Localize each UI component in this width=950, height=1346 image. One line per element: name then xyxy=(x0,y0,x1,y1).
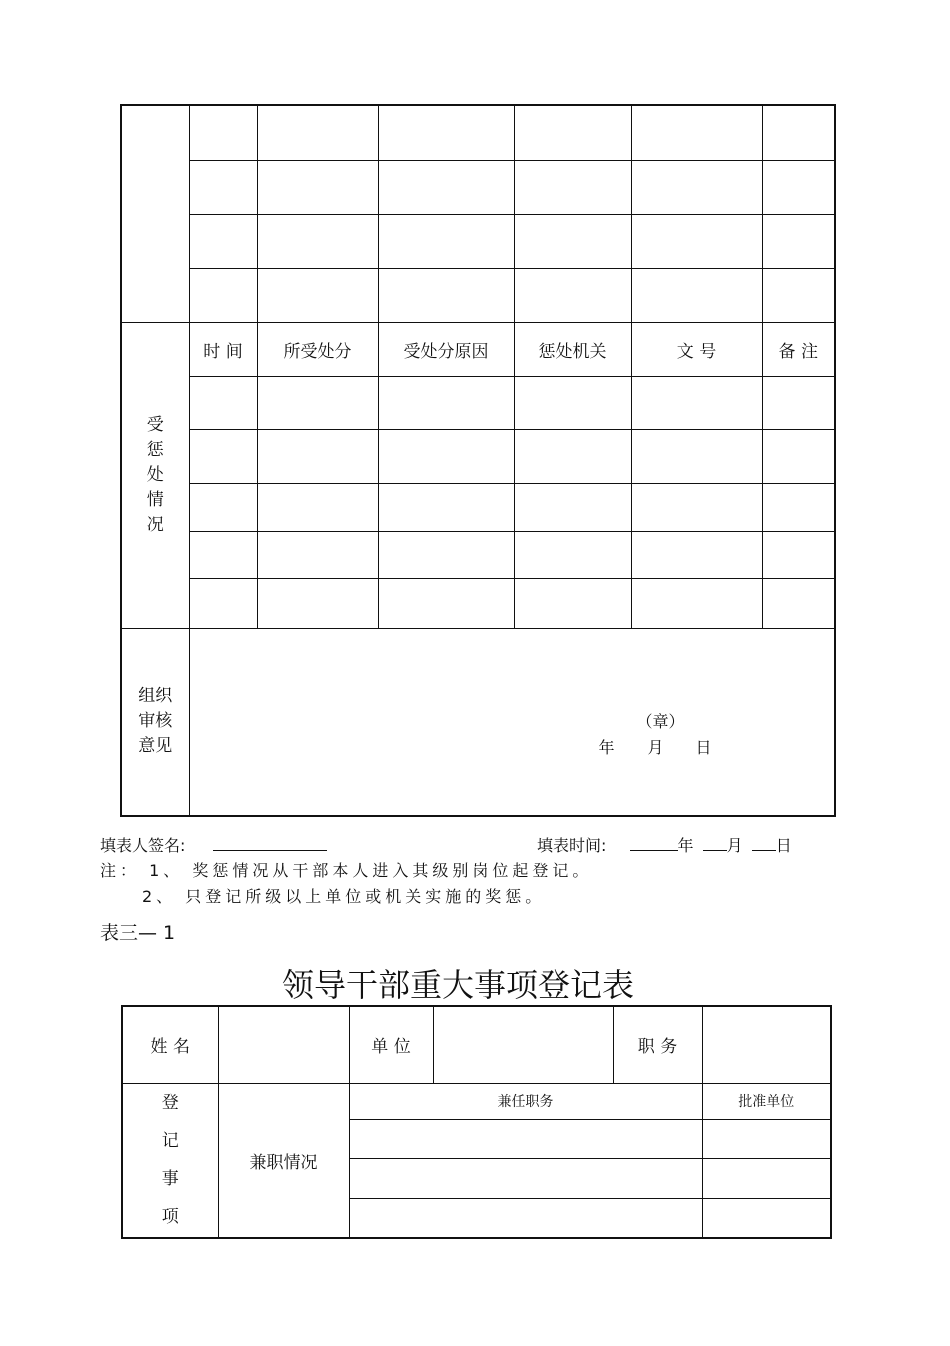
signer-field[interactable] xyxy=(213,836,327,851)
note-2: 2、 只登记所级以上单位或机关实施的奖惩。 xyxy=(142,887,546,906)
awards-punishments-table xyxy=(120,104,836,817)
fill-year-label: 年 xyxy=(677,836,694,855)
fill-day-field[interactable] xyxy=(752,836,776,851)
review-opinion-field[interactable] xyxy=(189,628,835,816)
table-row xyxy=(121,483,835,531)
concurrent-header-row xyxy=(122,1083,831,1119)
col-header-authority: 惩处机关 xyxy=(514,322,631,376)
name-label: 姓 名 xyxy=(122,1006,218,1083)
table-row xyxy=(121,160,835,214)
review-section-label: 组织 审核 意见 xyxy=(121,628,189,816)
table-row xyxy=(121,376,835,429)
col-header-punishment: 所受处分 xyxy=(257,322,378,376)
registered-matters-label: 登 记 事 项 xyxy=(122,1083,218,1238)
review-date-month: 月 xyxy=(647,737,664,757)
table-row xyxy=(121,531,835,578)
table-row xyxy=(121,268,835,322)
table-row xyxy=(121,214,835,268)
position-label: 职 务 xyxy=(613,1006,702,1083)
review-date-day: 日 xyxy=(695,737,712,757)
position-field[interactable] xyxy=(702,1006,831,1083)
unit-label: 单 位 xyxy=(349,1006,433,1083)
col-header-time: 时 间 xyxy=(189,322,257,376)
fill-year-field[interactable] xyxy=(630,836,678,851)
name-field[interactable] xyxy=(218,1006,349,1083)
fill-date-line xyxy=(537,833,792,856)
table-row xyxy=(121,578,835,628)
signer-label: 填表人签名: xyxy=(100,836,186,855)
col-header-remarks: 备 注 xyxy=(762,322,835,376)
note-1: 注： 1、 奖惩情况从干部本人进入其级别岗位起登记。 xyxy=(100,861,593,880)
punish-header-row xyxy=(121,322,835,376)
col-header-approval-unit: 批准单位 xyxy=(702,1083,831,1119)
col-header-concurrent-post: 兼任职务 xyxy=(349,1083,702,1119)
fill-date-label: 填表时间: xyxy=(537,836,607,855)
basic-info-row xyxy=(122,1006,831,1083)
table-row xyxy=(121,105,835,160)
fill-day-label: 日 xyxy=(775,836,792,855)
major-matters-table xyxy=(121,1005,832,1239)
concurrent-label: 兼职情况 xyxy=(218,1083,349,1238)
seal-label: （章） xyxy=(636,711,685,731)
col-header-doc-number: 文 号 xyxy=(631,322,762,376)
table-row xyxy=(121,429,835,483)
fill-month-label: 月 xyxy=(726,836,743,855)
unit-field[interactable] xyxy=(433,1006,613,1083)
form-title: 领导干部重大事项登记表 xyxy=(281,966,634,1004)
table-ref: 表三— 1 xyxy=(100,922,176,944)
review-row xyxy=(121,628,835,816)
prior-section-label-cell xyxy=(121,105,189,322)
review-date-year: 年 xyxy=(598,737,615,757)
punish-section-label: 受 惩 处 情 况 xyxy=(121,322,189,628)
col-header-reason: 受处分原因 xyxy=(378,322,514,376)
fill-month-field[interactable] xyxy=(703,836,727,851)
signer-line xyxy=(100,833,327,856)
